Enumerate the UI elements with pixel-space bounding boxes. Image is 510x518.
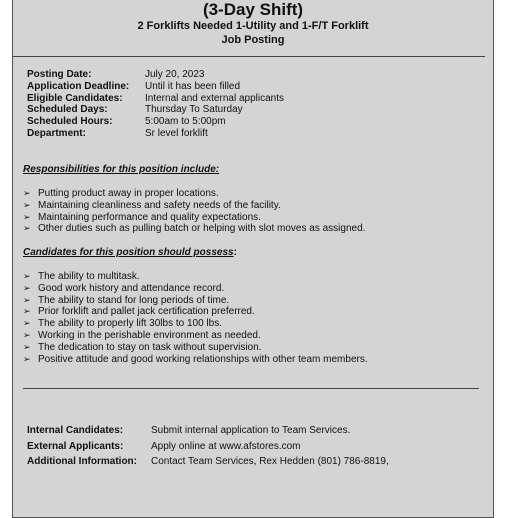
- arrow-bullet-icon: ➢: [23, 306, 31, 317]
- job-posting-heading: Job Posting: [221, 34, 285, 46]
- responsibilities-list: [23, 188, 365, 235]
- arrow-bullet-icon: ➢: [23, 294, 31, 305]
- qualifications-list: [23, 271, 368, 365]
- list-item: ➢ The dedication to stay on task without supervision.: [23, 341, 262, 353]
- contact-row: External Applicants: Apply online at www.afstores.com: [27, 440, 301, 452]
- detail-row: Scheduled Hours: 5:00am to 5:00pm: [27, 116, 226, 128]
- header-divider: [13, 56, 485, 57]
- arrow-bullet-icon: ➢: [23, 271, 31, 281]
- detail-row: Scheduled Days: Thursday To Saturday: [27, 104, 243, 116]
- list-item: ➢ Prior forklift and pallet jack certification preferred.: [23, 306, 255, 318]
- job-posting-page: [12, 0, 494, 518]
- arrow-bullet-icon: ➢: [23, 353, 31, 364]
- arrow-bullet-icon: ➢: [23, 282, 31, 293]
- arrow-bullet-icon: ➢: [23, 341, 31, 352]
- shift-title: (3-Day Shift): [202, 0, 304, 19]
- detail-row: Application Deadline: Until it has been filled: [27, 80, 241, 92]
- list-item: ➢ The ability to stand for long periods of time.: [23, 294, 230, 306]
- section-divider: [23, 388, 479, 389]
- arrow-bullet-icon: ➢: [23, 223, 31, 234]
- arrow-bullet-icon: ➢: [23, 199, 31, 210]
- list-item: ➢ Positive attitude and good working relationships with other team members.: [23, 353, 368, 365]
- detail-row: Eligible Candidates: Internal and external applicants: [27, 92, 284, 104]
- qualifications-heading: Candidates for this position should possess:: [23, 247, 237, 258]
- positions-subtitle: 2 Forklifts Needed 1-Utility and 1-F/T Forklift: [137, 20, 369, 32]
- arrow-bullet-icon: ➢: [23, 211, 31, 222]
- list-item: ➢ Other duties such as pulling batch or helping with slot moves as assigned.: [23, 223, 366, 235]
- list-item: ➢ Maintaining cleanliness and safety needs of the facility.: [23, 199, 281, 211]
- list-item: ➢ Working in the perishable environment as needed.: [23, 329, 261, 341]
- detail-row: Posting Date: July 20, 2023: [27, 69, 205, 80]
- detail-row: Department: Sr level forklift: [27, 127, 208, 139]
- arrow-bullet-icon: ➢: [23, 318, 31, 329]
- list-item: ➢ Good work history and attendance record.: [23, 282, 225, 294]
- arrow-bullet-icon: ➢: [23, 329, 31, 340]
- responsibilities-heading: Responsibilities for this position include:: [23, 164, 220, 175]
- contact-row: Internal Candidates: Submit internal application to Team Services.: [27, 425, 351, 436]
- list-item: ➢ Putting product away in proper locations.: [23, 188, 219, 199]
- arrow-bullet-icon: ➢: [23, 188, 31, 198]
- list-item: ➢ Maintaining performance and quality expectations.: [23, 211, 261, 223]
- contact-row: Additional Information: Contact Team Services, Rex Hedden (801) 786-8819,: [27, 456, 389, 467]
- contact-info: [27, 423, 389, 470]
- list-item: ➢ The ability to multitask.: [23, 271, 140, 282]
- list-item: ➢ The ability to properly lift 30lbs to 100 lbs.: [23, 318, 222, 330]
- posting-details: [27, 69, 284, 140]
